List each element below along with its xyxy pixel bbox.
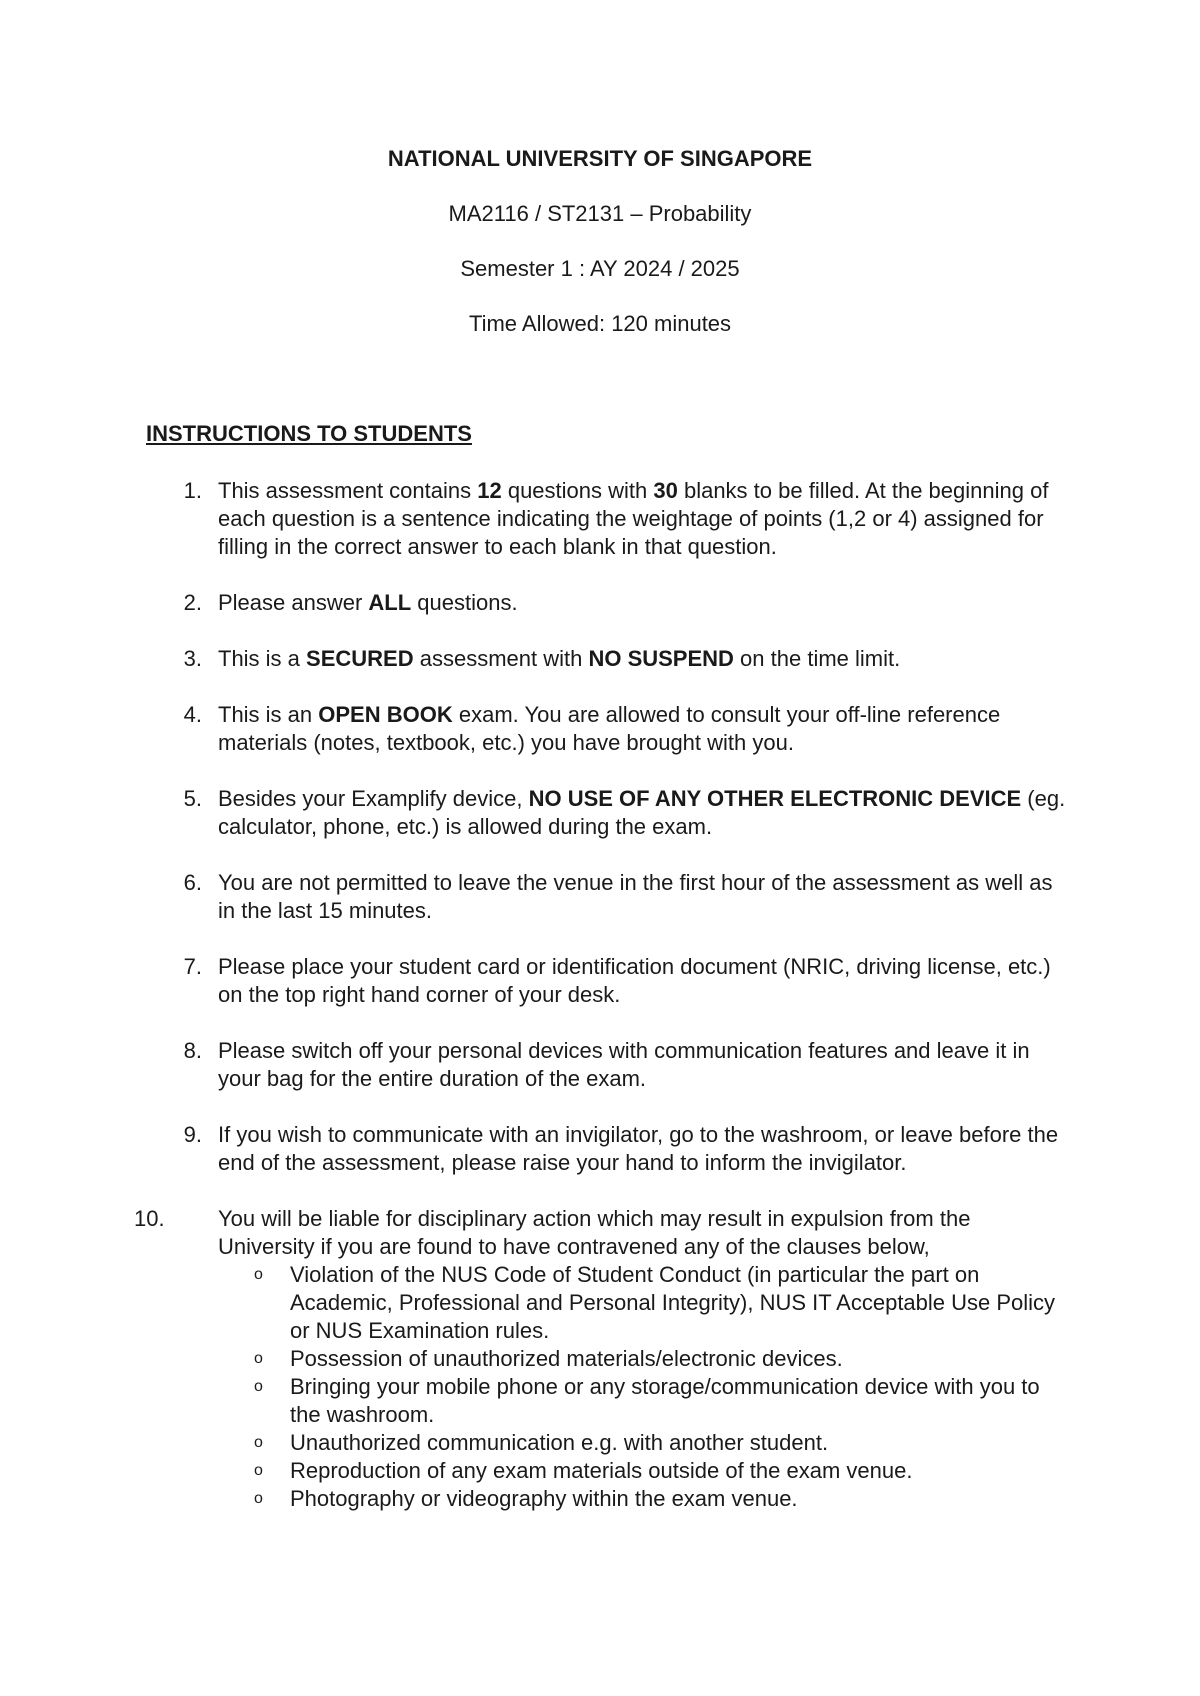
instructions-list bbox=[134, 477, 1066, 1541]
clause-list bbox=[218, 1261, 1066, 1513]
clause-text: Violation of the NUS Code of Student Conduct (in particular the part on Academic, Professional and Personal Integrity), NUS IT Acceptable Use Policy or NUS Examination rules. bbox=[290, 1262, 1056, 1343]
text-run: (eg. calculator, phone, etc.) is allowed during the exam. bbox=[218, 786, 1066, 839]
text-run: questions. bbox=[411, 590, 518, 615]
clause-text: Unauthorized communication e.g. with another student. bbox=[290, 1430, 829, 1455]
instruction-item bbox=[146, 1037, 1066, 1093]
clause-text: Reproduction of any exam materials outside of the exam venue. bbox=[290, 1458, 913, 1483]
instruction-number: 4. bbox=[183, 702, 202, 727]
instruction-number: 3. bbox=[183, 646, 202, 671]
clause-item bbox=[218, 1485, 1066, 1513]
text-run: This assessment contains bbox=[218, 478, 478, 503]
emphasis-text: SECURED bbox=[306, 646, 414, 671]
instruction-number: 7. bbox=[183, 954, 202, 979]
circle-bullet-icon: o bbox=[254, 1266, 263, 1283]
text-run: assessment with bbox=[413, 646, 589, 671]
instruction-item bbox=[146, 869, 1066, 925]
circle-bullet-icon: o bbox=[254, 1378, 263, 1395]
instruction-text bbox=[218, 702, 1000, 755]
instruction-item bbox=[134, 1205, 1066, 1513]
instruction-number: 6. bbox=[183, 870, 202, 895]
text-run: exam. You are allowed to consult your off-line reference materials (notes, textbook, etc.) you have brought with you. bbox=[218, 702, 1001, 755]
instruction-item bbox=[146, 477, 1066, 561]
instructions-heading: INSTRUCTIONS TO STUDENTS bbox=[146, 421, 472, 446]
instruction-text bbox=[218, 786, 1065, 839]
clause-item bbox=[218, 1373, 1066, 1429]
instruction-text bbox=[218, 478, 1048, 559]
text-run: Please answer bbox=[218, 590, 369, 615]
text-run: Besides your Examplify device, bbox=[218, 786, 529, 811]
instruction-text bbox=[218, 590, 518, 615]
text-run: This is a bbox=[218, 646, 307, 671]
instruction-item bbox=[146, 701, 1066, 757]
exam-header bbox=[0, 145, 1200, 365]
text-run: on the time limit. bbox=[733, 646, 901, 671]
text-run: You are not permitted to leave the venue in the first hour of the assessment as well as in the last 15 minutes. bbox=[218, 870, 1053, 923]
course-title: MA2116 / ST2131 – Probability bbox=[448, 201, 752, 226]
emphasis-text: NO SUSPEND bbox=[588, 646, 734, 671]
instruction-number: 5. bbox=[183, 786, 202, 811]
clause-text: Bringing your mobile phone or any storage/communication device with you to the washroom. bbox=[290, 1374, 1040, 1427]
instruction-text bbox=[218, 1122, 1058, 1175]
instruction-item bbox=[146, 1121, 1066, 1177]
instruction-number: 1. bbox=[183, 478, 202, 503]
instruction-text bbox=[218, 954, 1051, 1007]
emphasis-text: 30 bbox=[653, 478, 678, 503]
instruction-item bbox=[146, 589, 1066, 617]
clause-item bbox=[218, 1261, 1066, 1345]
emphasis-text: 12 bbox=[477, 478, 502, 503]
clause-text: Photography or videography within the exam venue. bbox=[290, 1486, 798, 1511]
instruction-number: 9. bbox=[183, 1122, 202, 1147]
instruction-text bbox=[218, 646, 900, 671]
circle-bullet-icon: o bbox=[254, 1350, 263, 1367]
university-name: NATIONAL UNIVERSITY OF SINGAPORE bbox=[387, 146, 813, 171]
instruction-item bbox=[146, 953, 1066, 1009]
instruction-text bbox=[218, 870, 1052, 923]
clause-item bbox=[218, 1457, 1066, 1485]
text-run: If you wish to communicate with an invigilator, go to the washroom, or leave before the end of the assessment, please raise your hand to inform the invigilator. bbox=[218, 1122, 1059, 1175]
emphasis-text: OPEN BOOK bbox=[318, 702, 453, 727]
instruction-number: 8. bbox=[183, 1038, 202, 1063]
clause-item bbox=[218, 1429, 1066, 1457]
circle-bullet-icon: o bbox=[254, 1434, 263, 1451]
circle-bullet-icon: o bbox=[254, 1462, 263, 1479]
text-run: You will be liable for disciplinary action which may result in expulsion from the University if you are found to have contravened any of the clauses below, bbox=[218, 1206, 971, 1259]
text-run: blanks to be filled. At the beginning of each question is a sentence indicating the weightage of points (1,2 or 4) assigned for filling in the correct answer to each blank in that question. bbox=[218, 478, 1049, 559]
text-run: Please place your student card or identification document (NRIC, driving license, etc.) on the top right hand corner of your desk. bbox=[218, 954, 1051, 1007]
instruction-number: 10. bbox=[134, 1206, 165, 1231]
text-run: This is an bbox=[218, 702, 319, 727]
circle-bullet-icon: o bbox=[254, 1490, 263, 1507]
emphasis-text: NO USE OF ANY OTHER ELECTRONIC DEVICE bbox=[528, 786, 1022, 811]
emphasis-text: ALL bbox=[368, 590, 412, 615]
instruction-number: 2. bbox=[183, 590, 202, 615]
instruction-item bbox=[146, 645, 1066, 673]
instruction-text bbox=[218, 1206, 970, 1259]
text-run: Please switch off your personal devices with communication features and leave it in your bag for the entire duration of the exam. bbox=[218, 1038, 1030, 1091]
instruction-item bbox=[146, 785, 1066, 841]
time-allowed: Time Allowed: 120 minutes bbox=[468, 311, 732, 336]
text-run: questions with bbox=[501, 478, 654, 503]
clause-item bbox=[218, 1345, 1066, 1373]
clause-text: Possession of unauthorized materials/electronic devices. bbox=[290, 1346, 843, 1371]
instruction-text bbox=[218, 1038, 1030, 1091]
semester-line: Semester 1 : AY 2024 / 2025 bbox=[460, 256, 740, 281]
